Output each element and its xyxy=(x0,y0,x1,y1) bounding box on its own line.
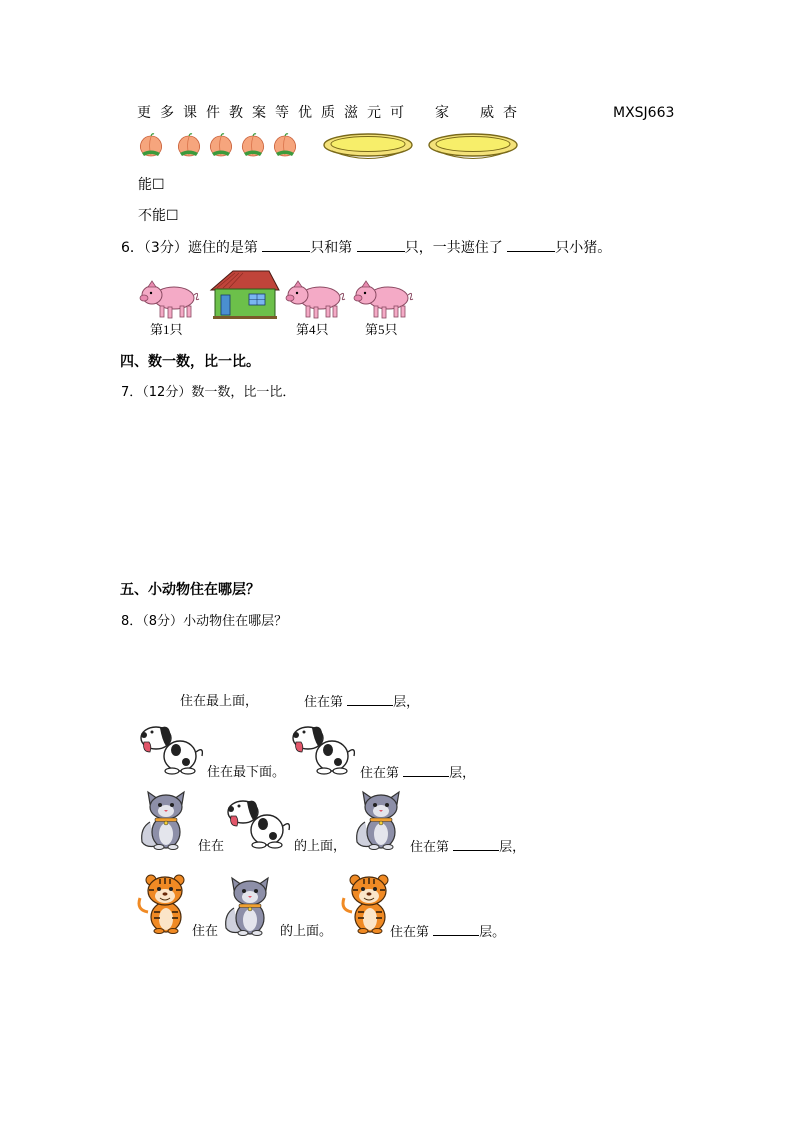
header-char: 更 xyxy=(137,105,151,121)
q8-line3-b: 的上面， xyxy=(294,839,347,854)
header-char: 元 xyxy=(367,105,381,121)
header-char: 滋 xyxy=(344,105,358,121)
peach-icon xyxy=(272,133,298,157)
header-code: MXSJ663 xyxy=(613,105,675,121)
plate-icon xyxy=(322,132,414,162)
answer-blank[interactable] xyxy=(507,239,555,252)
answer-blank[interactable] xyxy=(262,239,310,252)
q8-line3-a: 住在 xyxy=(198,839,225,854)
q8-line4-b: 的上面。 xyxy=(280,924,333,939)
pig-label: 第1只 xyxy=(150,322,183,337)
q8-line2-b xyxy=(360,764,475,782)
header-char: 可 xyxy=(390,105,404,121)
question-8 xyxy=(121,613,287,630)
q8-line2-a: 住在最下面。 xyxy=(207,765,286,780)
pig-icon xyxy=(352,278,414,320)
header-char: 家 xyxy=(435,105,449,121)
section-title: 四、数一数，比一比。 xyxy=(120,354,260,370)
q8-text: 住在第 xyxy=(410,840,450,855)
peach-icon xyxy=(240,133,266,157)
dog-icon xyxy=(223,794,293,850)
pig-label: 第4只 xyxy=(296,322,329,337)
cat-icon xyxy=(351,790,407,850)
q8-text: 住在第 xyxy=(360,766,400,781)
plate-icon xyxy=(427,132,519,162)
question-text: 只小猪。 xyxy=(555,240,612,256)
question-text: 小动物住在哪层？ xyxy=(183,614,288,629)
dog-icon xyxy=(136,720,206,776)
question-text: 只和第 xyxy=(310,240,353,256)
house-icon xyxy=(209,268,281,320)
q8-text: 层， xyxy=(499,840,526,855)
header-char: 件 xyxy=(206,105,220,121)
header-char: 优 xyxy=(298,105,312,121)
q8-line4-a: 住在 xyxy=(192,924,219,939)
cat-icon xyxy=(220,876,276,936)
section-title: 五、小动物住在哪层？ xyxy=(120,582,260,598)
option-cannot[interactable]: 不能☐ xyxy=(138,208,179,224)
answer-blank[interactable] xyxy=(403,764,449,777)
question-number: 7． xyxy=(121,385,143,400)
question-6 xyxy=(121,239,611,257)
peach-icon xyxy=(176,133,202,157)
header-char: 威 xyxy=(480,105,494,121)
answer-blank[interactable] xyxy=(357,239,405,252)
header-char: 教 xyxy=(229,105,243,121)
q8-line4-c xyxy=(390,923,505,941)
header-char: 质 xyxy=(321,105,335,121)
header-char: 案 xyxy=(252,105,266,121)
option-can[interactable]: 能☐ xyxy=(138,177,165,193)
header-char: 等 xyxy=(275,105,289,121)
peach-icon xyxy=(138,133,164,157)
question-score: （8分） xyxy=(142,614,184,629)
question-number: 8． xyxy=(121,614,143,629)
q8-text: 层， xyxy=(393,695,420,710)
peach-icon xyxy=(208,133,234,157)
question-7 xyxy=(121,384,295,401)
pig-icon xyxy=(138,278,200,320)
answer-blank[interactable] xyxy=(433,923,479,936)
pig-label: 第5只 xyxy=(365,322,398,337)
tiger-icon xyxy=(136,872,194,934)
q8-text: 住在第 xyxy=(390,925,430,940)
pig-icon xyxy=(284,278,346,320)
question-score: （12分） xyxy=(142,385,192,400)
q8-text: 层。 xyxy=(479,925,506,940)
question-score: （3分） xyxy=(143,240,188,256)
q8-line1-b xyxy=(304,693,419,711)
dog-icon xyxy=(288,720,358,776)
q8-text: 住在第 xyxy=(304,695,344,710)
header-char: 杏 xyxy=(503,105,517,121)
question-text: 遮住的是第 xyxy=(187,240,258,256)
answer-blank[interactable] xyxy=(347,693,393,706)
q8-line3-c xyxy=(410,838,525,856)
header-char: 课 xyxy=(183,105,197,121)
q8-text: 层， xyxy=(449,766,476,781)
q8-line1-a: 住在最上面， xyxy=(180,694,259,709)
cat-icon xyxy=(136,790,192,850)
answer-blank[interactable] xyxy=(453,838,499,851)
header-char: 多 xyxy=(160,105,174,121)
header-chars xyxy=(137,104,526,122)
question-number: 6． xyxy=(121,240,144,256)
question-text: 只，一共遮住了 xyxy=(404,240,503,256)
question-text: 数一数，比一比． xyxy=(191,385,296,400)
